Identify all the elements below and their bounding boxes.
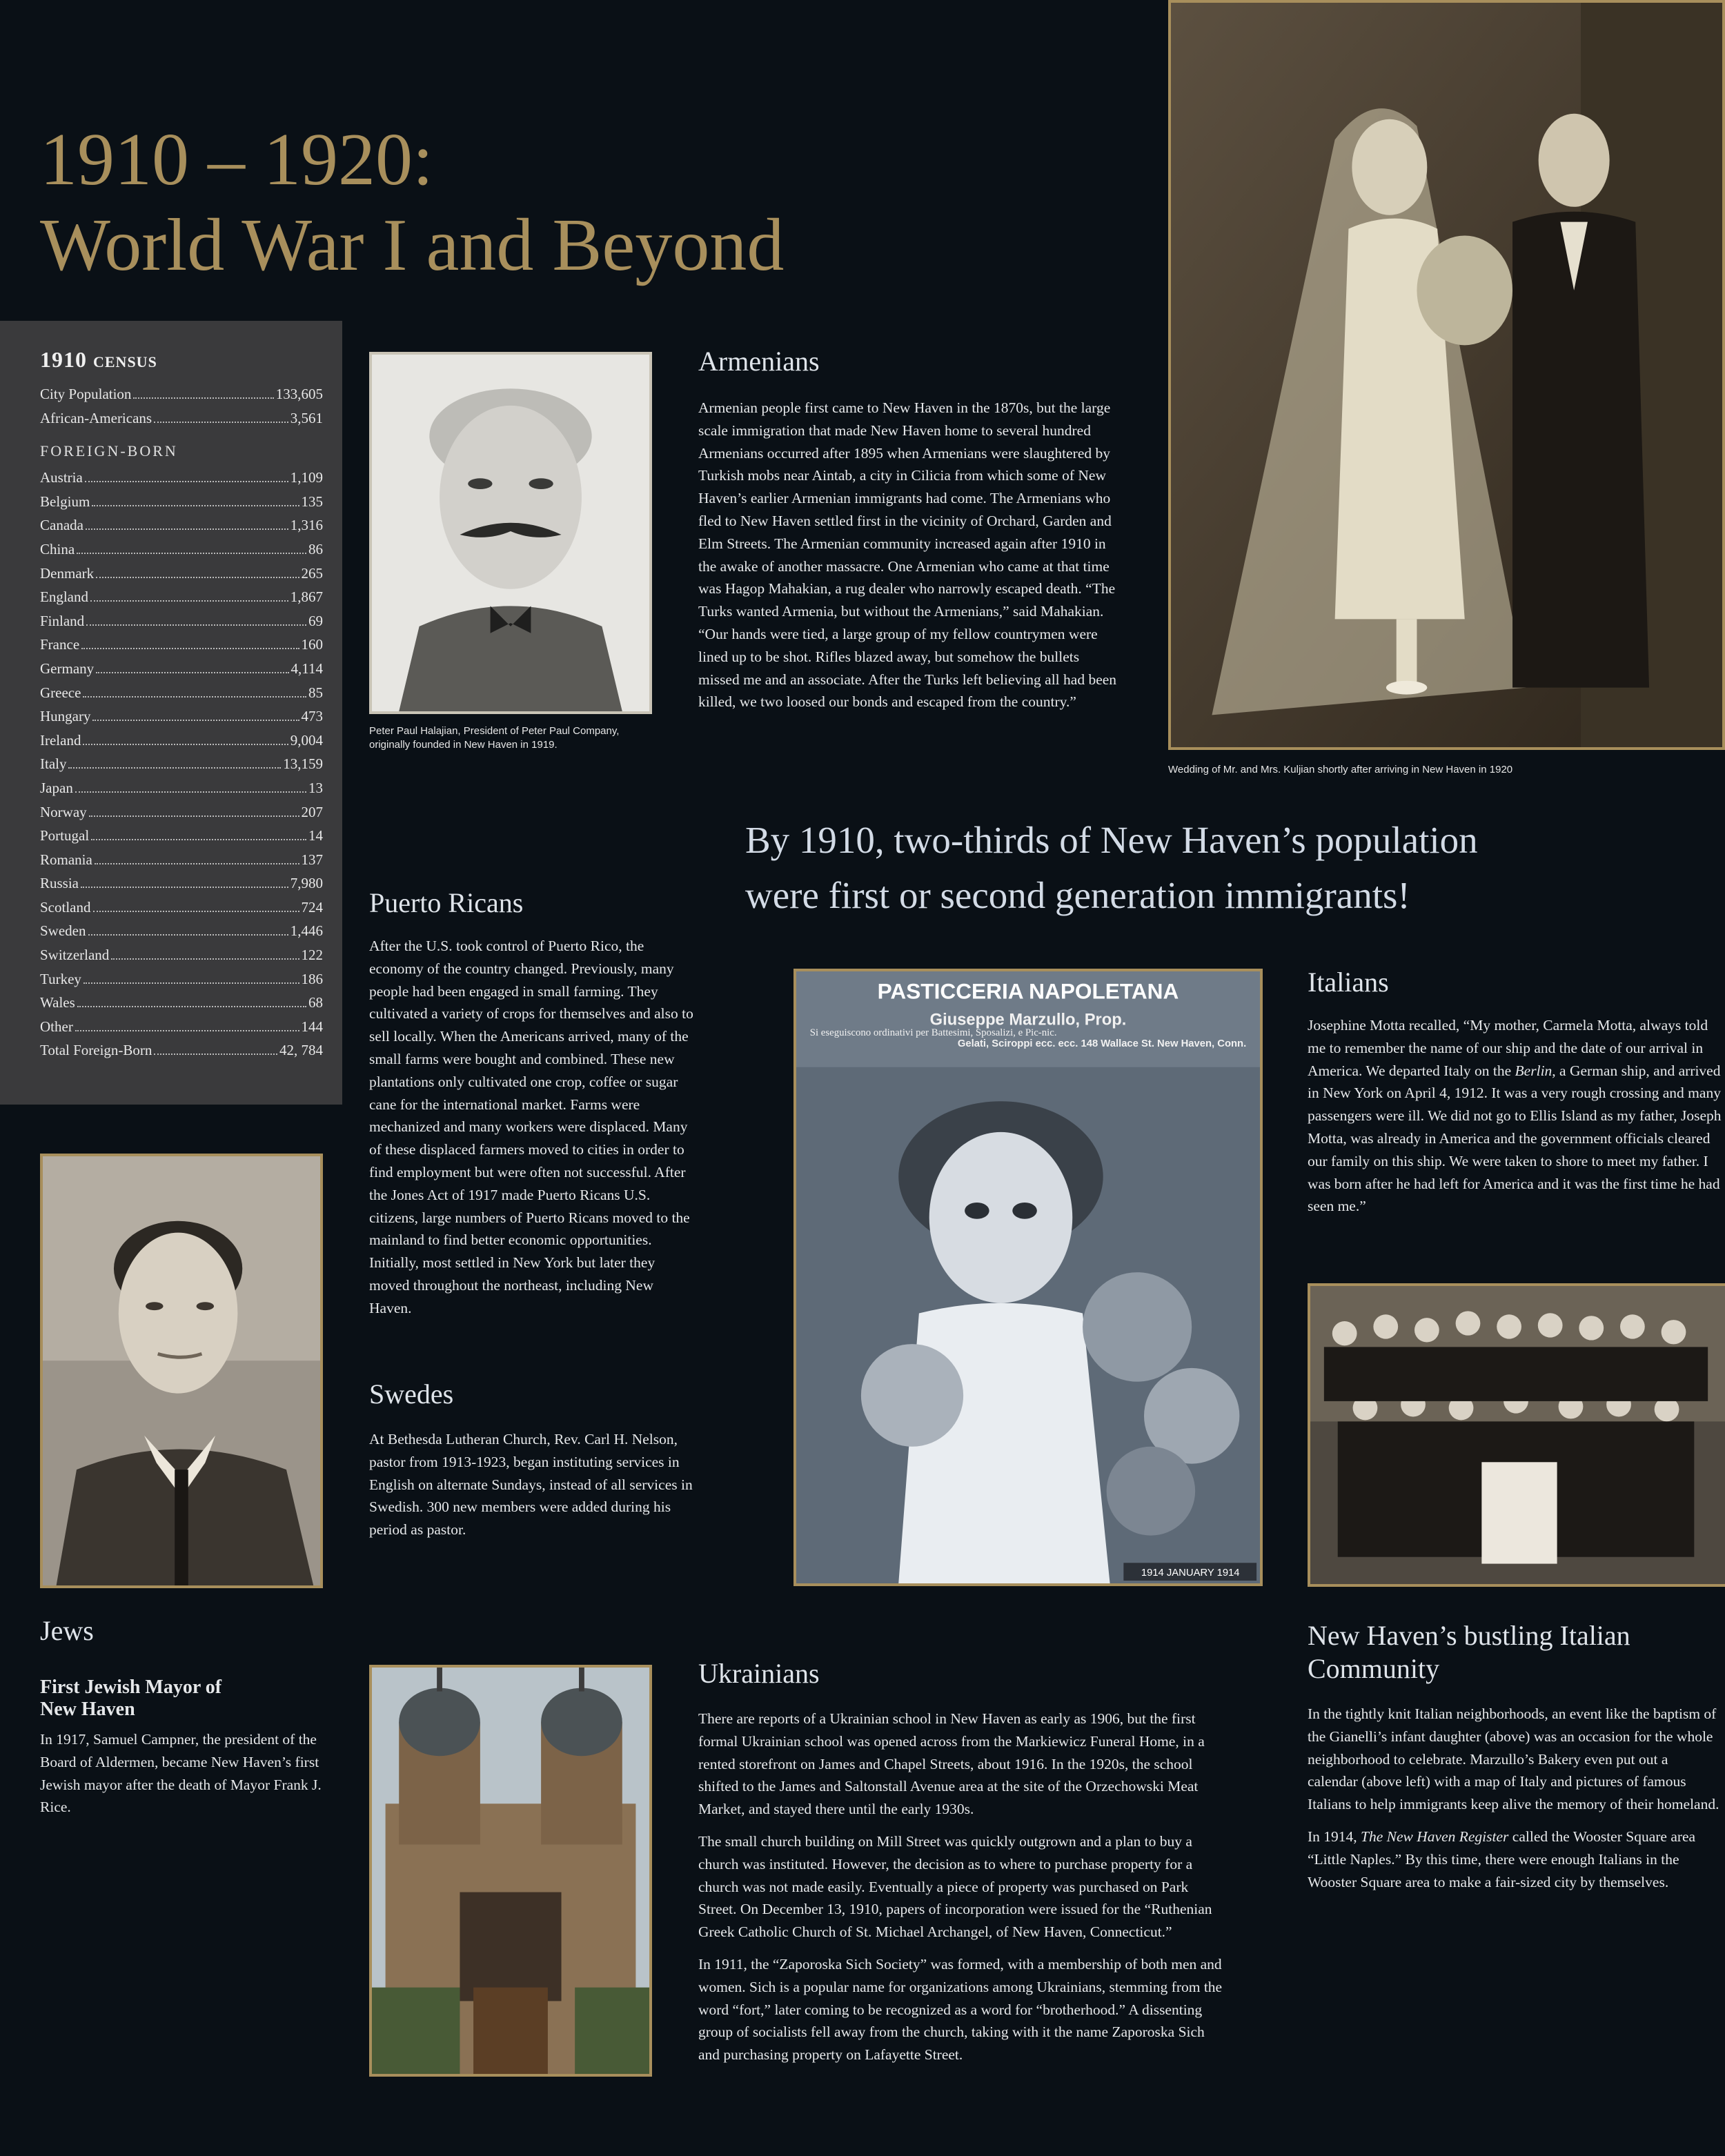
puerto-ricans-heading: Puerto Ricans: [369, 887, 524, 918]
census-value-african-americans: 3,561: [290, 409, 323, 426]
census-row-country: [40, 848, 323, 872]
census-country-label: Germany: [40, 660, 95, 677]
census-row-country: [40, 537, 323, 562]
census-country-label: Belgium: [40, 493, 90, 510]
census-country-value: 186: [301, 970, 323, 987]
italian-community-heading: New Haven’s bustling Italian Community: [1308, 1620, 1630, 1684]
census-row-country: [40, 562, 323, 586]
census-country-value: 473: [301, 708, 323, 725]
census-country-value: 1,867: [290, 589, 323, 606]
ukrainians-heading: Ukrainians: [698, 1658, 820, 1689]
census-country-label: England: [40, 589, 88, 606]
census-value-city: 133,605: [275, 386, 323, 402]
calendar-image: [796, 971, 1260, 1583]
census-country-value: 135: [301, 493, 323, 510]
census-country-value: 207: [301, 803, 323, 820]
census-row-country: [40, 704, 323, 729]
census-country-label: Scotland: [40, 898, 91, 916]
census-row-country: [40, 896, 323, 920]
census-heading: [40, 347, 323, 373]
census-year: 1910: [40, 347, 87, 372]
census-row-country: [40, 729, 323, 753]
census-country-value: 1,316: [290, 517, 323, 534]
census-country-value: 160: [301, 636, 323, 653]
census-country-value: 137: [301, 851, 323, 868]
census-row-country: [40, 657, 323, 681]
wedding-photo: [1168, 0, 1725, 750]
census-row-country: [40, 800, 323, 824]
jews-text: In 1917, Samuel Campner, the president of the Board of Aldermen, became New Haven’s first Jewish mayor after the death of Mayor Frank J. Rice.: [40, 1731, 322, 1816]
church-photo: [369, 1665, 652, 2077]
census-row-country: [40, 1015, 323, 1039]
census-country-value: 4,114: [290, 660, 323, 677]
marzullo-calendar-photo: [793, 969, 1263, 1586]
census-row-country: [40, 871, 323, 896]
young-man-photo: [40, 1154, 323, 1588]
census-country-label: Greece: [40, 684, 81, 701]
calendar-header: PASTICCERIA NAPOLETANA: [877, 978, 1179, 1004]
highlight-line-2: were first or second generation immigrants!: [745, 874, 1410, 916]
census-country-label: Sweden: [40, 922, 86, 940]
census-country-value: 68: [308, 994, 323, 1011]
census-country-label: Total Foreign-Born: [40, 1042, 152, 1059]
census-row-country: [40, 585, 323, 609]
ukrainians-paragraph-3: In 1911, the “Zaporoska Sich Society” was formed, with a membership of both men and women. Sich is a popular name for organizations among Ukrainians, stemming from the word “fort,” later coming to be recognized as a word for “brotherhood.” A dissenting group of socialists fell away from the church, taking with it the name Zaporoska Sich and purchasing property on Lafayette Street.: [698, 1955, 1223, 2064]
census-row-country: [40, 824, 323, 848]
halajian-portrait-image: [372, 355, 649, 711]
foreign-born-heading: FOREIGN-BORN: [40, 442, 178, 460]
group-image: [1310, 1286, 1725, 1584]
ic-p2-part2: called the Wooster Square area “Little Naples.” By this time, there were enough Italians in the Wooster Square area to make a fair-sized city by themselves.: [1308, 1828, 1696, 1890]
census-country-label: Denmark: [40, 564, 95, 582]
newspaper-name: The New Haven Register: [1361, 1828, 1509, 1845]
ukrainians-paragraph-1: There are reports of a Ukrainian school in New Haven as early as 1906, but the first formal Ukrainian school was opened across from the Markiewicz Funeral Home, in a rented storefront on James and Chapel Streets, about 1916. In the 1920s, the school shifted to the James and Saltonstall Avenue area at the site of the Orzechowski Meat Market, and stayed there until the early 1930s.: [698, 1710, 1205, 1818]
census-country-label: Ireland: [40, 731, 81, 749]
census-row-city-population: [40, 382, 323, 406]
ukrainians-text: [698, 1708, 1223, 2076]
census-country-value: 14: [308, 827, 323, 844]
census-country-value: 86: [308, 540, 323, 557]
foreign-born-list: [40, 466, 323, 1062]
census-country-label: Portugal: [40, 827, 90, 844]
census-row-country: [40, 633, 323, 657]
census-country-value: 1,109: [290, 469, 323, 486]
census-country-value: 7,980: [290, 875, 323, 892]
italians-ship-name: Berlin: [1515, 1062, 1552, 1079]
italians-text-part2: , a German ship, and arrived in New York on April 4, 1912. It was a very rough crossing and many passengers were ill. We did not go to Ellis Island as my father, Joseph Motta, was already in America and the government officials cleared our family on this ship. We were taken to shore to meet my father. I was born after he had left for America and it was the first time he had seen me.”: [1308, 1062, 1722, 1215]
census-country-label: Romania: [40, 851, 92, 868]
title-line-1: 1910 – 1920:: [40, 119, 434, 201]
puerto-ricans-text: After the U.S. took control of Puerto Rico, the economy of the country changed. Previously, many people had been engaged in small farming. They cultivated a variety of crops for themselves and also to sell locally. When the Americans arrived, many of the small farms were bought and combined. These new plantations only cultivated one crop, coffee or sugar cane for the international market. Farms were mechanized and many workers were displaced. Many of these displaced farmers moved to cities in order to find employment but were often not successful. After the Jones Act of 1917 made Puerto Ricans U.S. citizens, large numbers of Puerto Ricans moved to the mainland to find better economic opportunities. Initially, most settled in New York but later they moved throughout the northeast, including New Haven.: [369, 938, 693, 1316]
italian-community-text: [1308, 1703, 1722, 1903]
ukrainians-paragraph-2: The small church building on Mill Street was quickly outgrown and a plan to buy a church was instituted. However, the decision as to where to purchase property for a church was not made easily. Eventually a piece of property was purchased on Park Street. On December 13, 1910, papers of incorporation were issued for the “Ruthenian Greek Catholic Church of St. Michael Archangel, of New Haven, Connecticut.”: [698, 1832, 1212, 1941]
census-country-value: 13: [308, 779, 323, 796]
title-line-2: World War I and Beyond: [40, 204, 785, 286]
census-row-country: [40, 943, 323, 967]
census-row-country: [40, 466, 323, 490]
census-country-value: 144: [301, 1018, 323, 1035]
calendar-owner: Giuseppe Marzullo, Prop.: [929, 1010, 1127, 1029]
census-country-label: Hungary: [40, 708, 91, 725]
italian-community-paragraph-1: In the tightly knit Italian neighborhoods, an event like the baptism of the Gianelli’s infant daughter (above) was an occasion for the whole neighborhood to celebrate. Marzullo’s Bakery even put out a calendar (above left) with a map of Italy and pictures of famous Italians to help immigrants keep alive the memory of their homeland.: [1308, 1705, 1719, 1813]
census-label-city: City Population: [40, 386, 132, 402]
census-country-value: 265: [301, 564, 323, 582]
census-row-country: [40, 991, 323, 1015]
census-panel: [0, 321, 342, 1105]
census-country-label: Switzerland: [40, 947, 110, 964]
census-country-label: Austria: [40, 469, 83, 486]
census-country-label: Russia: [40, 875, 79, 892]
swedes-text: At Bethesda Lutheran Church, Rev. Carl H. Nelson, pastor from 1913-1923, began instituting services in English on alternate Sundays, instead of all services in Swedish. 300 new members were added during his period as pastor.: [369, 1431, 693, 1539]
halajian-caption: Peter Paul Halajian, President of Peter Paul Company, originally founded in New Haven in 1919.: [369, 725, 620, 751]
census-country-value: 122: [301, 947, 323, 964]
calendar-left-text: Si eseguiscono ordinativi per Battesimi, Sposalizi, e Pic-nic.: [809, 1027, 1057, 1039]
armenians-heading: Armenians: [698, 346, 820, 377]
census-country-value: 42, 784: [279, 1042, 323, 1059]
census-country-label: China: [40, 540, 75, 557]
census-country-label: Turkey: [40, 970, 81, 987]
gianelli-baptism-photo: [1308, 1283, 1725, 1587]
young-man-portrait-image: [43, 1156, 320, 1585]
census-row-african-americans: [40, 406, 323, 431]
census-country-label: Canada: [40, 517, 83, 534]
halajian-photo: [369, 352, 652, 714]
calendar-right-text: Gelati, Sciroppi ecc. ecc. 148 Wallace St. New Haven, Conn.: [957, 1038, 1247, 1050]
census-row-country: [40, 776, 323, 800]
calendar-footer: 1914 JANUARY 1914: [1141, 1567, 1240, 1579]
census-row-country: [40, 752, 323, 776]
jews-subheading: First Jewish Mayor of New Haven: [40, 1677, 222, 1720]
census-country-value: 9,004: [290, 731, 323, 749]
italians-text-part1: Josephine Motta recalled, “My mother, Carmela Motta, always told me to remember the name of our ship and the date of our arrival in America. We departed Italy on the: [1308, 1017, 1708, 1079]
census-country-value: 13,159: [283, 755, 323, 773]
wedding-image: [1171, 3, 1722, 747]
census-country-label: Wales: [40, 994, 75, 1011]
swedes-heading: Swedes: [369, 1378, 454, 1410]
census-row-country: [40, 967, 323, 991]
census-country-label: Norway: [40, 803, 87, 820]
wedding-caption: Wedding of Mr. and Mrs. Kuljian shortly after arriving in New Haven in 1920: [1168, 764, 1513, 775]
census-row-country: [40, 1038, 323, 1062]
highlight-quote: [745, 813, 1711, 923]
ic-p2-part1: In 1914,: [1308, 1828, 1361, 1845]
page-title: [40, 117, 784, 288]
census-country-label: Finland: [40, 612, 85, 629]
census-country-label: France: [40, 636, 80, 653]
italians-text: [1308, 1014, 1722, 1218]
italian-community-paragraph-2: [1308, 1826, 1722, 1893]
census-country-value: 724: [301, 898, 323, 916]
census-row-country: [40, 681, 323, 705]
armenians-text: Armenian people first came to New Haven in the 1870s, but the large scale immigration that made New Haven home to several hundred Armenians occurred after 1895 when Armenians were slaughtered by Turkish mobs near Aintab, a city in Cilicia from which some of New Haven’s earlier Armenian immigrants had come. The Armenians who fled to New Haven settled first in the vicinity of Orchard, Garden and Elm Streets. The Armenian community increased again after 1910 in the awake of another massacre. One Armenian who came at that time was Hagop Mahakian, a rug dealer who narrowly escaped death. “The Turks wanted Armenia, but without the Armenians,” said Mahakian. “Our hands were tied, a large group of my fellow countrymen were lined up to be shot. Rifles blazed away, but somehow the bullets missed me and an associate. After the Turks left believing all had been killed, we two loosed our bonds and escaped from the country.”: [698, 399, 1117, 711]
census-row-country: [40, 919, 323, 943]
census-country-value: 85: [308, 684, 323, 701]
census-country-label: Italy: [40, 755, 67, 773]
census-country-value: 1,446: [290, 922, 323, 940]
highlight-line-1: By 1910, two-thirds of New Haven’s population: [745, 819, 1478, 861]
jews-heading: Jews: [40, 1615, 94, 1646]
church-image: [372, 1668, 649, 2074]
census-row-country: [40, 490, 323, 514]
census-row-country: [40, 609, 323, 633]
census-country-label: Japan: [40, 779, 73, 796]
census-country-value: 69: [308, 612, 323, 629]
census-country-label: Other: [40, 1018, 73, 1035]
italians-heading: Italians: [1308, 967, 1389, 998]
census-row-country: [40, 513, 323, 537]
census-label: census: [93, 347, 157, 372]
census-label-african-americans: African-Americans: [40, 409, 152, 426]
